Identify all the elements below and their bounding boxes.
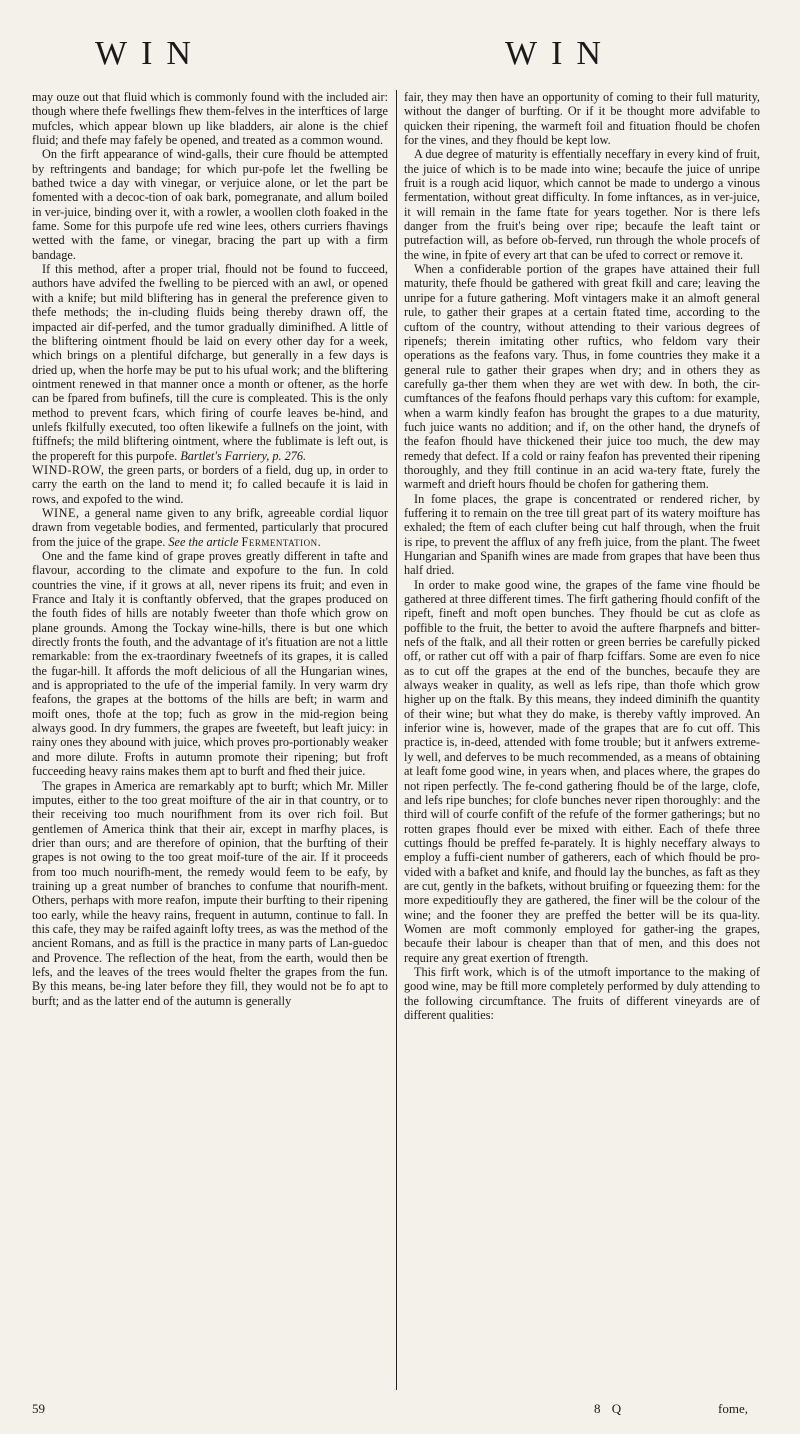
paragraph-text: a general name given to any brifk, agreeable cordial liquor drawn from vegetable bodies, and fermented, particularly that procured from the juice of the grape. [32, 505, 388, 549]
running-head [0, 34, 800, 74]
paragraph-text: In order to make good wine, the grapes of the fame vine fhould be gathered at three different times. The firft gathering fhould confift of the ripeft, fineft and moft open bunches. They fhould be cut as clofe as poffible to the fruit, the better to avoid the auftere fharpnefs and bitter-nefs of the ftalk, and all their rotten or green berries be carefully picked off, or rather cut off with a pair of fharp fciffars. Some are even fo nice as to cut off the grapes at the end of the bunches, becaufe they are always weaker in quality, as well as lefs ripe, than thofe which grow higher up on the ftalk. By this means, they indeed diminifh the quantity of their wine; but what they do make, is thereby vaftly improved. An inferior wine is, however, made of the grapes that are fo cut off. This practice is, in-deed, attended with fome trouble; but it anfwers extreme-ly well, and deferves to be much recommended, as a means of obtaining at leaft fome good wine, in years when, and places where, the grapes do not ripen perfectly. The fe-cond gathering fhould be of the large, clofe, and lefs ripe bunches; for clofe bunches never ripen thoroughly: and the third will of courfe confift of the refufe of the former gatherings; but no rotten grapes fhould ever be mixed with either. Each of thefe three cuttings fhould be preffed fe-parately. It is highly neceffary always to employ a fuffi-cient number of gatherers, each of which fhould be pro-vided with a bafket and knife, and fhould lay the bunches, as faft as they are cut, gently in the bafkets, without bruifing or fqueezing them: for the more expeditioufly they are gathered, the finer will be the colour of the wine; and the fooner they are preffed the better will be its qua-lity. Women are moft commonly employed for gather-ing the grapes, becaufe their labour is cheaper than that of men, and this does not require any great exertion of ftrength. [404, 577, 760, 965]
paragraph [404, 965, 760, 1022]
running-head-right: WIN [505, 35, 615, 72]
paragraph [32, 779, 388, 1009]
page-number: 59 [32, 1401, 45, 1416]
entry-headword: WIND-ROW, [32, 462, 105, 477]
paragraph-text: This firft work, which is of the utmoft importance to the making of good wine, may be ftill more completely performed by duly attending to the following circumftance. The fruits of different vineyards are of different qualities: [404, 964, 760, 1022]
paragraph [404, 578, 760, 965]
cross-reference-label: See the article [168, 534, 239, 549]
paragraph-text: In fome places, the grape is concentrated or rendered richer, by fuffering it to remain on the tree till great part of its watery moifture has exhaled; the ftem of each clufter being cut half through, when the fruit is ripe, to prevent the afflux of any frefh juice, from the plant. The fweet Hungarian and Spanifh wines are made from grapes that have been thus half dried. [404, 491, 760, 578]
paragraph [32, 262, 388, 463]
entry-headword: WINE, [42, 505, 80, 520]
paragraph-text: A due degree of maturity is effentially neceffary in every kind of fruit, the juice of which is to be made into wine; becaufe the juice of unripe fruit is a rough acid liquor, which cannot be made to undergo a vinous fermentation, without great difficulty. In fome inftances, as in ver-juice, it will remain in the fame ftate for years together. Nor is there lefs danger from the fruit's being over ripe; becaufe the leaft taint or putrefaction will, as before ob-ferved, run through the whole procefs of the wine, in fpite of every art that can be ufed to correct or remove it. [404, 147, 760, 262]
column-rule [396, 90, 397, 1390]
paragraph [404, 262, 760, 492]
paragraph-text: When a confiderable portion of the grapes have attained their full maturity, thefe fhould be gathered with great fkill and care; leaving the unripe for a future gathering. Moft vintagers make it an almoft general rule, to gather their grapes at a certain ftated time, according to the cuftom of the country, without attending to their various degrees of ripenefs; therein imitating other ruftics, who feldom vary their operations as the feafons vary. Thus, in fome countries they make it a general rule to gather their grapes when dry; and in others they as carefully ga-ther them when they are wet with dew. In both, the cir-cumftances of the feafons fhould perhaps vary this cuftom: for example, when a warm kindly feafon has brought the grapes to a due maturity, fuch juice wants no addition; and if, on the other hand, the drynefs of the feafon fhould have thickened their juice too much, the dew may remedy that defect. If a cold or rainy feafon has prevented their ripening thoroughly, and they ftill continue in an acid wa-tery ftate, furely the warmeft and drieft hours fhould be chofen for gathering them. [404, 262, 760, 492]
running-head-left: WIN [95, 35, 205, 72]
catchword: fome, [718, 1401, 748, 1416]
paragraph [32, 147, 388, 262]
paragraph [32, 506, 388, 549]
paragraph-text: The grapes in America are remarkably apt to burft; which Mr. Miller imputes, either to the too great moifture of the air in that country, or to their receiving too much nourifhment from its over rich foil. But gentlemen of America think that their air, except in marfhy places, is drier than ours; and are therefore of opinion, that the burfting of their grapes is not owing to the too great moif-ture of the air. If it proceeds from too much nourifh-ment, the remedy would feem to be eafy, by training up a great number of branches to confume that nourifh-ment. Others, perhaps with more reafon, impute their burfting to their ripening too early, while the heavy rains, frequent in autumn, continue to fall. In this cafe, they may be raifed againft lofty trees, as was the method of the ancient Romans, and as ftill is the practice in many parts of Lan-guedoc and Provence. The reflection of the heat, from the earth, would then be lefs, and the leaves of the trees would fhelter the grapes from the fun. By this means, be-ing later before they fill, they would not be fo apt to burft; and as the latter end of the autumn is generally [32, 778, 388, 1008]
paragraph [404, 492, 760, 578]
paragraph-text: the green parts, or borders of a field, dug up, in order to carry the earth on the land to mend it; fo called becaufe it is laid in rows, and expofed to the wind. [32, 462, 388, 506]
paragraph [32, 549, 388, 779]
left-column [32, 90, 388, 1008]
paragraph [32, 90, 388, 147]
paragraph-text: may ouze out that fluid which is commonly found with the included air: though where thefe fwellings fhew them-felves in the interftices of large mufcles, which appear blown up like bladders, air alone is the chief fluid; and thefe may fafely be opened, and treated as a common wound. [32, 90, 388, 148]
paragraph-text: On the firft appearance of wind-galls, their cure fhould be attempted by reftringents and bandage; for which pur-pofe let the fwelling be bathed twice a day with vinegar, or verjuice alone, or let the part be fomented with a decoc-tion of oak bark, pomegranate, and allum boiled in ver-juice, binding over it, with a rowler, a woollen cloth foaked in the fame. Some for this purpofe ufe red wine lees, others curriers fhavings wetted with the fame, or vinegar, bracing the part up with a firm bandage. [32, 147, 388, 262]
paragraph-text: If this method, after a proper trial, fhould not be found to fucceed, authors have advifed the fwelling to be pierced with an awl, or opened with a knife; but mild bliftering has in general the preference given to thefe methods; the in-cluding fluids being thereby drawn off, the impacted air dif-perfed, and the tumor gradually diminifhed. A little of the bliftering ointment fhould be laid on every other day for a week, which brings on a plentiful difcharge, but generally in a few days is dried up, when the horfe may be put to his ufual work; and the bliftering ointment renewed in that manner once a month or oftener, as the horfe can be fpared from bufinefs, till the cure is compleated. This is the only method to prevent fcars, which firing of courfe leaves be-hind, and unlefs fkilfully executed, too often likewife a fullnefs on the joint, with ftiffnefs; the mild bliftering ointment, where the fublimate is left out, is the propereft for this purpofe. [32, 262, 388, 463]
paragraph [404, 90, 760, 147]
right-column [404, 90, 760, 1022]
paragraph [32, 463, 388, 506]
citation: Bartlet's Farriery, p. 276. [180, 448, 307, 463]
cross-reference-target[interactable]: Fermentation. [241, 534, 322, 549]
page-footer [0, 1400, 800, 1420]
paragraph-text: One and the fame kind of grape proves greatly different in tafte and flavour, according to the climate and expofure to the fun. In cold countries the vine, if it grows at all, never ripens its fruit; and even in France and Italy it is conftantly obferved, that the grapes produced on the fouth fides of hills are notably fweeter than thofe which grow on plane grounds. Among the Tockay wine-hills, there is but one which directly fronts the fouth, and the advantage of it's fituation are not a little remarkable: from the ex-traordinary fweetnefs of its grapes, it is called the fugar-hill. It affords the moft delicious of all the Hungarian wines, and is appropriated to the ufe of the imperial family. In very warm dry feafons, the grapes at the bottoms of the hills are beft; in warm and moift ones, thofe at the top; fuch as grow in the mid-region being always good. In dry fummers, the grapes are fweeteft, but leaft juicy: in rainy ones they abound with juice, which proves pro-portionably weaker and more dilute. Frofts in autumn promote their ripening; but froft fucceeding heavy rains makes them apt to burft and fhed their juice. [32, 549, 388, 779]
signature-mark: 8 Q [594, 1401, 626, 1416]
paragraph-text: fair, they may then have an opportunity of coming to their full maturity, without the danger of burfting. Or if it be thought more advifable to quicken their ripening, the warmeft foil and fituation fhould be chofen for the vines, and they fhould be kept low. [404, 90, 760, 148]
paragraph [404, 147, 760, 262]
